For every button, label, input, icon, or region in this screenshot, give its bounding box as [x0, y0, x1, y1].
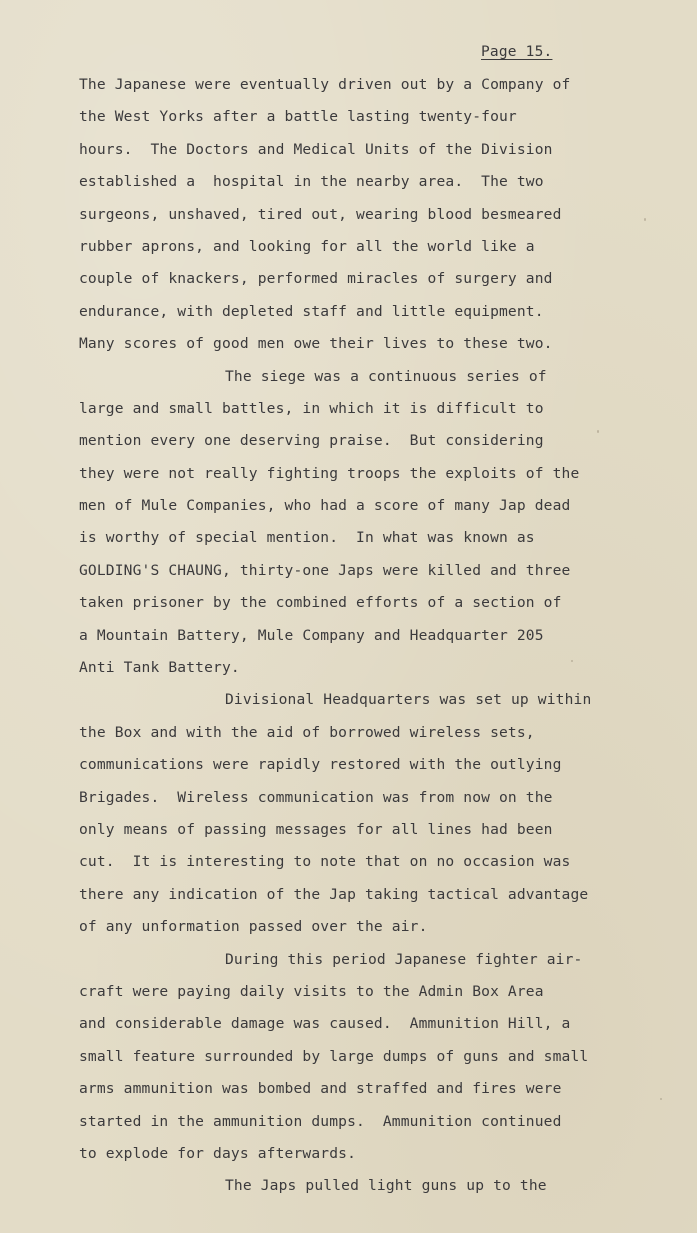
text-line: The siege was a continuous series of	[225, 367, 547, 385]
text-line: of any unformation passed over the air.	[79, 918, 428, 936]
text-line: mention every one deserving praise. But considering	[79, 432, 544, 450]
paper-mark	[660, 1098, 662, 1100]
text-line: established a hospital in the nearby area. The two	[79, 173, 544, 191]
text-line: rubber aprons, and looking for all the world like a	[79, 237, 535, 255]
paper-mark	[571, 660, 573, 662]
text-line: started in the ammunition dumps. Ammunition continued	[79, 1112, 562, 1130]
text-line: hours. The Doctors and Medical Units of the Division	[79, 140, 553, 158]
text-line: Divisional Headquarters was set up within	[225, 691, 592, 709]
text-line: surgeons, unshaved, tired out, wearing blood besmeared	[79, 205, 562, 223]
text-line: to explode for days afterwards.	[79, 1144, 357, 1162]
paper-mark	[597, 430, 599, 433]
paper-mark	[644, 218, 646, 221]
text-line: Anti Tank Battery.	[79, 659, 240, 677]
text-line: Many scores of good men owe their lives to these two.	[79, 335, 553, 353]
text-line: is worthy of special mention. In what was known as	[79, 529, 535, 547]
text-line: cut. It is interesting to note that on no occasion was	[79, 853, 571, 871]
text-line: the West Yorks after a battle lasting twenty-four	[79, 108, 517, 126]
text-line: there any indication of the Jap taking tactical advantage	[79, 885, 589, 903]
text-line: endurance, with depleted staff and little equipment.	[79, 302, 544, 320]
text-line: a Mountain Battery, Mule Company and Headquarter 205	[79, 626, 544, 644]
text-line: GOLDING'S CHAUNG, thirty-one Japs were killed and three	[79, 561, 571, 579]
text-line: and considerable damage was caused. Ammunition Hill, a	[79, 1015, 571, 1033]
text-line: arms ammunition was bombed and straffed and fires were	[79, 1080, 562, 1098]
text-line: communications were rapidly restored with the outlying	[79, 756, 562, 774]
text-line: the Box and with the aid of borrowed wireless sets,	[79, 723, 535, 741]
text-line: small feature surrounded by large dumps of guns and small	[79, 1047, 589, 1065]
text-line: couple of knackers, performed miracles of surgery and	[79, 270, 553, 288]
text-line: The Japanese were eventually driven out by a Company of	[79, 76, 571, 93]
text-line: men of Mule Companies, who had a score of many Jap dead	[79, 497, 571, 515]
body-text	[79, 74, 639, 1208]
page-number: Page 15.	[481, 44, 553, 60]
text-line: large and small battles, in which it is difficult to	[79, 399, 544, 417]
text-line: only means of passing messages for all lines had been	[79, 820, 553, 838]
text-line: they were not really fighting troops the exploits of the	[79, 464, 580, 482]
text-line: During this period Japanese fighter air-	[225, 950, 583, 968]
text-line: craft were paying daily visits to the Admin Box Area	[79, 982, 544, 1000]
text-line: taken prisoner by the combined efforts of a section of	[79, 594, 562, 612]
text-line: The Japs pulled light guns up to the	[225, 1177, 547, 1195]
text-line: Brigades. Wireless communication was from now on the	[79, 788, 553, 806]
